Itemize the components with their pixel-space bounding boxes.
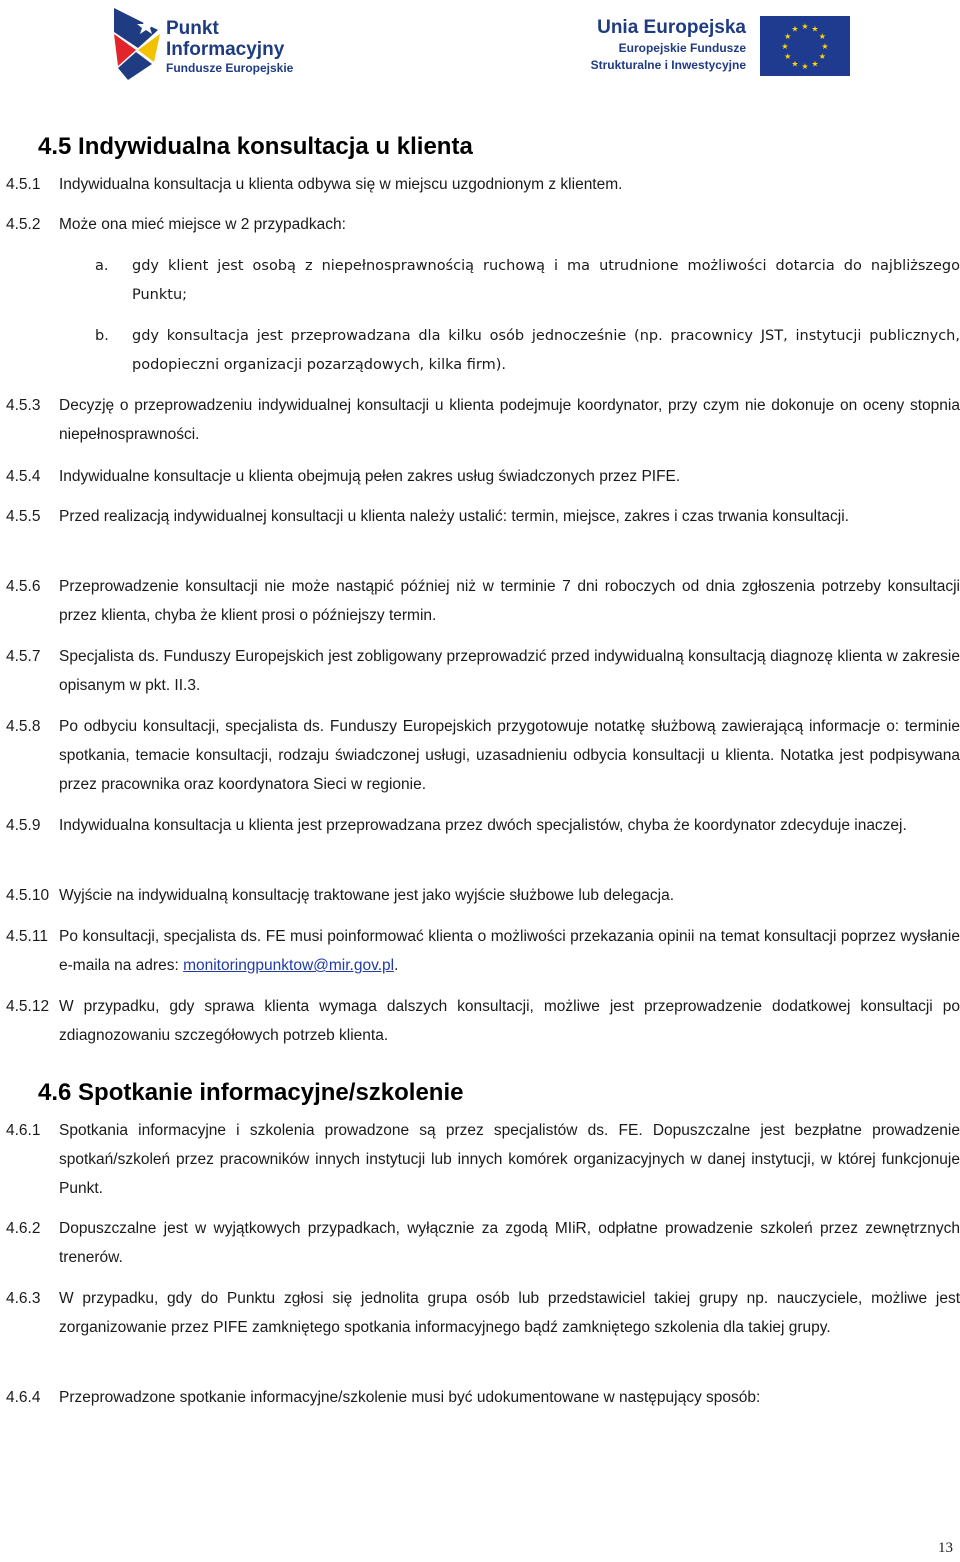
paragraph-text: Przeprowadzone spotkanie informacyjne/szkolenie musi być udokumentowane w następujący sposób: [59, 1389, 761, 1406]
punkt-informacyjny-logo [108, 4, 308, 84]
paragraph-text: Może ona mieć miejsce w 2 przypadkach: [59, 216, 346, 233]
paragraph-text: Indywidualna konsultacja u klienta odbywa się w miejscu uzgodnionym z klientem. [59, 176, 623, 193]
paragraph-4-5-4 [6, 462, 960, 491]
paragraph-text: W przypadku, gdy sprawa klienta wymaga dalszych konsultacji, możliwe jest przeprowadzenie dodatkowej konsultacji po zdiagnozowaniu szczegółowych potrzeb klienta. [59, 998, 960, 1044]
paragraph-4-5-8 [6, 712, 960, 799]
paragraph-4-5-11 [6, 922, 960, 980]
paragraph-text: Spotkania informacyjne i szkolenia prowadzone są przez specjalistów ds. FE. Dopuszczalne jest bezpłatne prowadzenie spotkań/szkoleń przez pracowników innych instytucji lub innych komórek organizacyjnych w danej instytucji, w której funkcjonuje Punkt. [59, 1122, 960, 1197]
paragraph-4-5-5 [6, 502, 960, 531]
ue-title: Unia Europejska [597, 17, 746, 38]
paragraph-text: W przypadku, gdy do Punktu zgłosi się jednolita grupa osób lub przedstawiciel takiej grupy np. nauczyciele, możliwe jest zorganizowanie przez PIFE zamkniętego spotkania informacyjnego bądź zamkniętego szkolenia dla takiej grupy. [59, 1290, 960, 1336]
list-marker: a. [95, 258, 109, 274]
paragraph-number: 4.6.4 [6, 1389, 41, 1406]
list-item-a [95, 252, 960, 310]
svg-text:★: ★ [784, 32, 792, 41]
pif-subtitle: Fundusze Europejskie [166, 61, 294, 75]
svg-text:★: ★ [801, 62, 809, 71]
paragraph-text-tail: . [394, 957, 399, 974]
paragraph-number: 4.5.10 [6, 887, 50, 904]
paragraph-number: 4.5.6 [6, 578, 41, 595]
paragraph-number: 4.5.12 [6, 998, 50, 1015]
svg-text:★: ★ [811, 24, 819, 34]
paragraph-text: Dopuszczalne jest w wyjątkowych przypadkach, wyłącznie za zgodą MIiR, odpłatne prowadzenie szkoleń przez zewnętrznych trenerów. [59, 1220, 960, 1266]
paragraph-text: Wyjście na indywidualną konsultację traktowane jest jako wyjście służbowe lub delegacja. [59, 887, 675, 904]
email-link[interactable]: monitoringpunktow@mir.gov.pl [183, 957, 395, 974]
paragraph-text: Specjalista ds. Funduszy Europejskich jest zobligowany przeprowadzić przed indywidualną konsultacją diagnozę klienta w zakresie opisanym w pkt. II.3. [59, 648, 960, 694]
paragraph-number: 4.5.3 [6, 397, 41, 414]
list-item-b [95, 322, 960, 380]
paragraph-4-6-2 [6, 1214, 960, 1272]
paragraph-number: 4.6.3 [6, 1290, 41, 1307]
pif-title-line1: Punkt [166, 18, 219, 39]
paragraph-4-5-2 [6, 210, 960, 239]
pif-mark-icon [108, 4, 164, 84]
list-item-text: gdy klient jest osobą z niepełnosprawnością ruchową i ma utrudnione możliwości dotarcia do najbliższego Punktu; [132, 258, 960, 303]
paragraph-number: 4.5.4 [6, 468, 41, 485]
svg-text:★: ★ [784, 52, 792, 61]
svg-text:★: ★ [811, 59, 819, 69]
pif-title-line2: Informacyjny [166, 39, 285, 60]
svg-text:★: ★ [818, 32, 826, 41]
svg-text:★: ★ [781, 42, 789, 51]
list-marker: b. [95, 328, 109, 344]
svg-text:★: ★ [791, 24, 799, 34]
page-number: 13 [938, 1540, 953, 1556]
paragraph-number: 4.5.2 [6, 216, 41, 233]
paragraph-4-6-4 [6, 1383, 960, 1412]
paragraph-text: Decyzję o przeprowadzeniu indywidualnej konsultacji u klienta podejmuje koordynator, przy czym nie dokonuje on oceny stopnia niepełnosprawności. [59, 397, 960, 443]
paragraph-4-5-10 [6, 881, 960, 910]
paragraph-text: Po odbyciu konsultacji, specjalista ds. Funduszy Europejskich przygotowuje notatkę służbową zawierającą informacje o: terminie spotkania, temacie konsultacji, rodzaju świadczonej usługi, uzasadnieniu odbycia konsultacji u klienta. Notatka jest podpisywana przez pracownika oraz koordynatora Sieci w regionie. [59, 718, 960, 793]
svg-text:★: ★ [818, 52, 826, 61]
paragraph-text: Indywidualna konsultacja u klienta jest przeprowadzana przez dwóch specjalistów, chyba że koordynator zdecyduje inaczej. [59, 817, 907, 834]
paragraph-4-6-1 [6, 1116, 960, 1203]
paragraph-number: 4.5.7 [6, 648, 41, 665]
paragraph-number: 4.5.11 [6, 928, 48, 945]
ue-subtitle-line2: Strukturalne i Inwestycyjne [590, 58, 746, 72]
paragraph-text: Przed realizacją indywidualnej konsultacji u klienta należy ustalić: termin, miejsce, zakres i czas trwania konsultacji. [59, 508, 849, 525]
paragraph-text [59, 922, 960, 980]
ue-subtitle-line1: Europejskie Fundusze [618, 41, 746, 55]
svg-text:★: ★ [801, 22, 809, 31]
paragraph-4-5-6 [6, 572, 960, 630]
paragraph-4-6-3 [6, 1284, 960, 1342]
eu-flag-icon [760, 16, 850, 76]
paragraph-number: 4.6.1 [6, 1122, 41, 1139]
paragraph-number: 4.5.5 [6, 508, 41, 525]
paragraph-number: 4.5.8 [6, 718, 41, 735]
svg-text:★: ★ [791, 59, 799, 69]
paragraph-4-5-7 [6, 642, 960, 700]
paragraph-number: 4.5.9 [6, 817, 41, 834]
paragraph-4-5-12 [6, 992, 960, 1050]
paragraph-number: 4.6.2 [6, 1220, 41, 1237]
paragraph-number: 4.5.1 [6, 176, 41, 193]
list-item-text: gdy konsultacja jest przeprowadzana dla kilku osób jednocześnie (np. pracownicy JST, instytucji publicznych, podopieczni organizacji pozarządowych, kilka firm). [132, 328, 960, 373]
paragraph-4-5-9 [6, 811, 960, 840]
section-4-6-heading: 4.6 Spotkanie informacyjne/szkolenie [38, 1079, 464, 1106]
section-4-5-heading: 4.5 Indywidualna konsultacja u klienta [38, 133, 473, 160]
svg-text:★: ★ [821, 42, 829, 51]
paragraph-text: Przeprowadzenie konsultacji nie może nastąpić później niż w terminie 7 dni roboczych od dnia zgłoszenia potrzeby konsultacji przez klienta, chyba że klient prosi o późniejszy termin. [59, 578, 960, 624]
page-header [0, 0, 960, 90]
paragraph-text-body: Po konsultacji, specjalista ds. FE musi poinformować klienta o możliwości przekazania opinii na temat konsultacji poprzez wysłanie e-maila na adres: [59, 928, 960, 974]
unia-europejska-logo [580, 16, 852, 76]
paragraph-4-5-3 [6, 391, 960, 449]
paragraph-text: Indywidualne konsultacje u klienta obejmują pełen zakres usług świadczonych przez PIFE. [59, 468, 681, 485]
paragraph-4-5-1 [6, 170, 960, 199]
